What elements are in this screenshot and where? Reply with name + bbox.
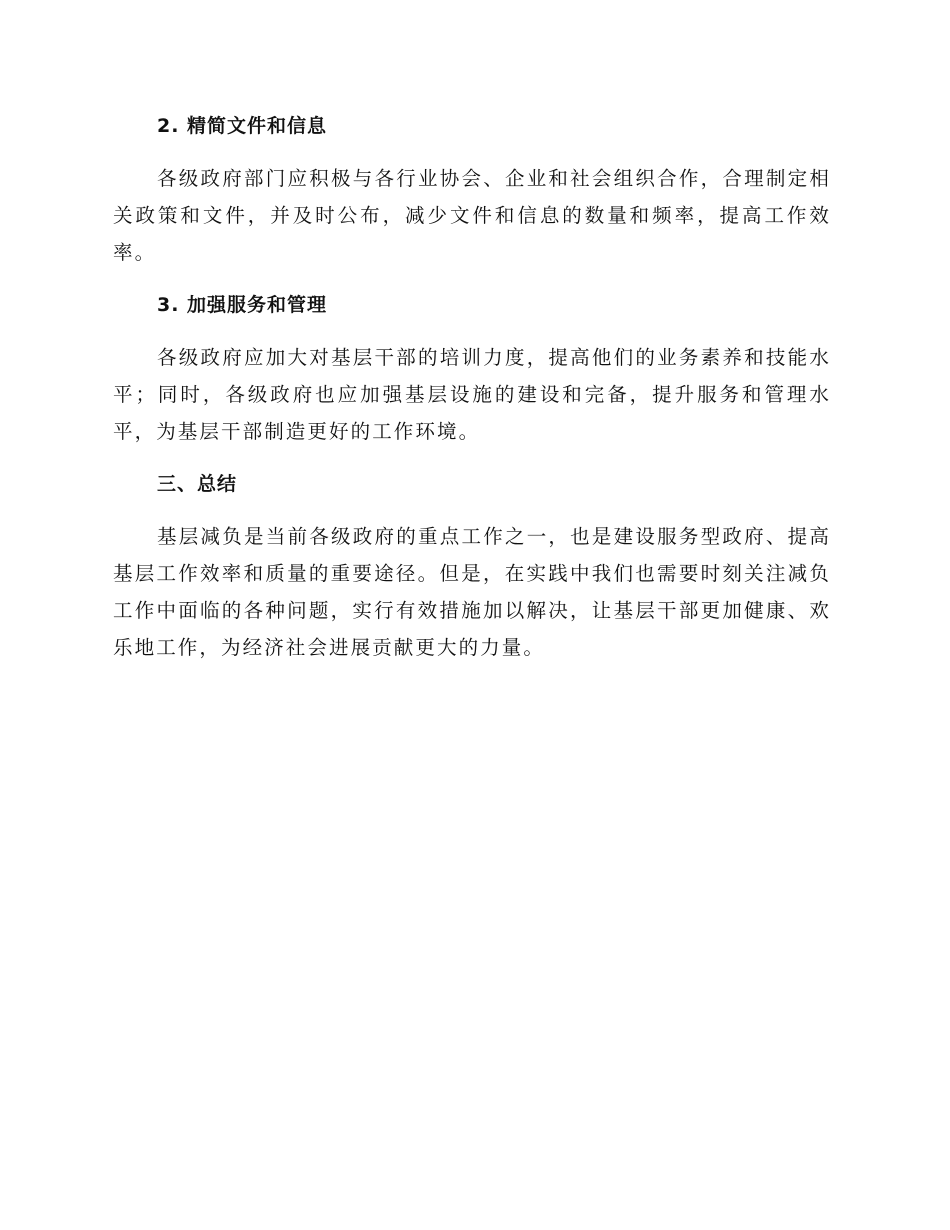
section-paragraph-simplify-documents: 各级政府部门应积极与各行业协会、企业和社会组织合作，合理制定相关政策和文件，并及时公布，减少文件和信息的数量和频率，提高工作效率。 [113,167,831,264]
section-paragraph-service-management: 各级政府应加大对基层干部的培训力度，提高他们的业务素养和技能水平；同时，各级政府也应加强基层设施的建设和完备，提升服务和管理水平，为基层干部制造更好的工作环境。 [113,346,831,443]
section-heading-simplify-documents: 2. 精简文件和信息 [157,115,328,137]
section-heading-summary: 三、总结 [157,473,238,495]
document-body [113,110,831,666]
section-paragraph-summary: 基层减负是当前各级政府的重点工作之一，也是建设服务型政府、提高基层工作效率和质量的重要途径。但是，在实践中我们也需要时刻关注减负工作中面临的各种问题，实行有效措施加以解决，让基层干部更加健康、欢乐地工作，为经济社会进展贡献更大的力量。 [113,525,831,659]
section-heading-service-management: 3. 加强服务和管理 [157,294,328,316]
